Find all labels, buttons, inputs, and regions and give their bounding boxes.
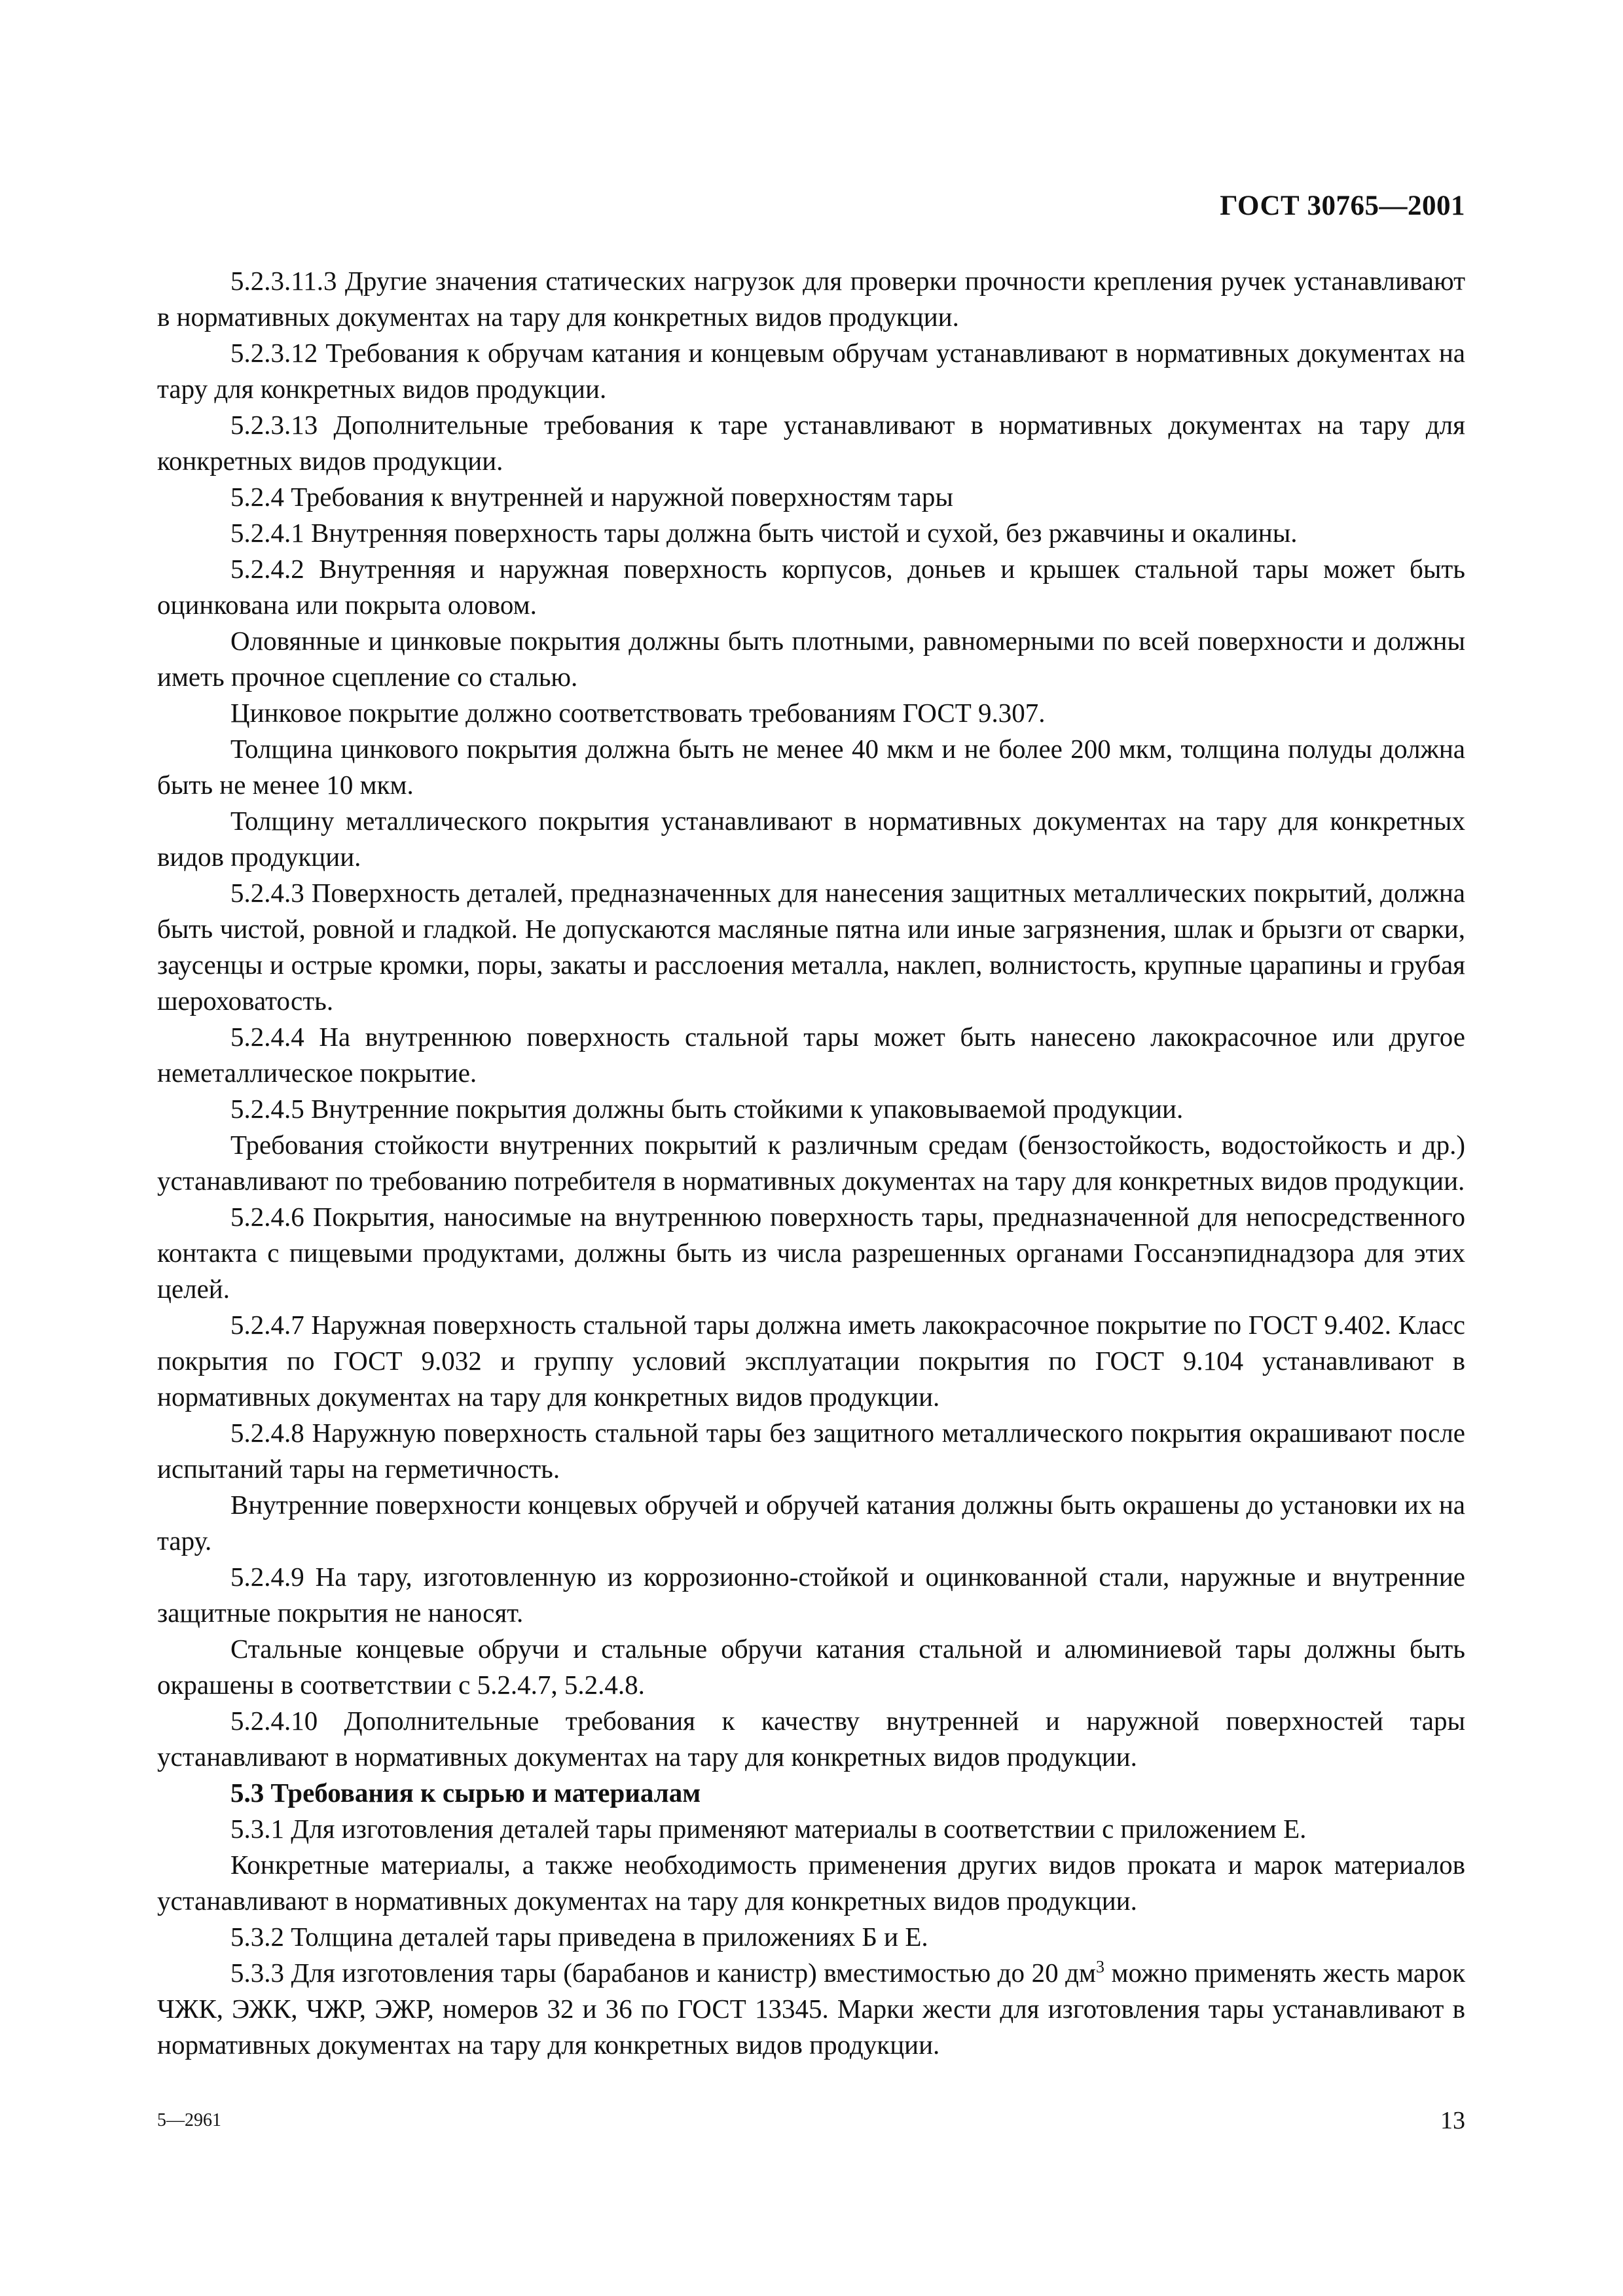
paragraph-5-2-4-8: 5.2.4.8 Наружную поверхность стальной тары без защитного металлического покрытия окрашивают после испытаний тары на герметичность. bbox=[157, 1418, 1465, 1484]
paragraph-5-2-3-11-3: 5.2.3.11.3 Другие значения статических нагрузок для проверки прочности крепления ручек устанавливают в нормативных документах на тару для конкретных видов продукции. bbox=[157, 266, 1465, 332]
paragraph-5-2-4: 5.2.4 Требования к внутренней и наружной поверхностям тары bbox=[230, 482, 953, 512]
paragraph-5-2-4-7: 5.2.4.7 Наружная поверхность стальной тары должна иметь лакокрасочное покрытие по ГОСТ 9.402. Класс покрытия по ГОСТ 9.032 и группу условий эксплуатации покрытия по ГОСТ 9.104 устанавливают в нормативных документах на тару для конкретных видов продукции. bbox=[157, 1310, 1465, 1412]
page-number: 13 bbox=[1440, 2107, 1465, 2134]
paragraph-5-2-4-9: 5.2.4.9 На тару, изготовленную из коррозионно-стойкой и оцинкованной стали, наружные и внутренние защитные покрытия не наносят. bbox=[157, 1562, 1465, 1628]
paragraph-5-2-4-1: 5.2.4.1 Внутренняя поверхность тары должна быть чистой и сухой, без ржавчины и окалины. bbox=[230, 518, 1298, 548]
paragraph-5-3-3-text-start: 5.3.3 Для изготовления тары (барабанов и канистр) вместимостью до 20 дм bbox=[230, 1958, 1096, 1988]
paragraph-5-2-4-3: 5.2.4.3 Поверхность деталей, предназначенных для нанесения защитных металлических покрытий, должна быть чистой, ровной и гладкой. Не допускаются масляные пятна или иные загрязнения, шлак и брызги от сварки, заусенцы и острые кромки, поры, закаты и расслоения металла, наклеп, волнистость, крупные царапины и грубая шероховатость. bbox=[157, 878, 1465, 1016]
paragraph-5-3-2: 5.3.2 Толщина деталей тары приведена в приложениях Б и Е. bbox=[230, 1922, 928, 1952]
paragraph-5-3-3-text-end: можно применять жесть марок ЧЖК, ЭЖК, ЧЖР, ЭЖР, номеров 32 и 36 по ГОСТ 13345. Марки жести для изготовления тары устанавливают в нормативных документах на тару для конкретных видов продукции. bbox=[157, 1958, 1465, 2060]
paragraph-zinc-thickness: Толщина цинкового покрытия должна быть не менее 40 мкм и не более 200 мкм, толщина полуды должна быть не менее 10 мкм. bbox=[157, 734, 1465, 800]
paragraph-5-2-3-12: 5.2.3.12 Требования к обручам катания и концевым обручам устанавливают в нормативных документах на тару для конкретных видов продукции. bbox=[157, 338, 1465, 404]
paragraph-steel-hoops-painting: Стальные концевые обручи и стальные обручи катания стальной и алюминиевой тары должны быть окрашены в соответствии с 5.2.4.7, 5.2.4.8. bbox=[157, 1634, 1465, 1700]
document-body bbox=[157, 263, 1465, 2063]
paragraph-tin-zinc-coatings: Оловянные и цинковые покрытия должны быть плотными, равномерными по всей поверхности и должны иметь прочное сцепление со сталью. bbox=[157, 626, 1465, 692]
paragraph-specific-materials: Конкретные материалы, а также необходимость применения других видов проката и марок материалов устанавливают в нормативных документах на тару для конкретных видов продукции. bbox=[157, 1850, 1465, 1916]
paragraph-5-2-4-5: 5.2.4.5 Внутренние покрытия должны быть стойкими к упаковываемой продукции. bbox=[230, 1094, 1184, 1124]
paragraph-zinc-coating-standard: Цинковое покрытие должно соответствовать требованиям ГОСТ 9.307. bbox=[230, 698, 1046, 728]
paragraph-5-2-3-13: 5.2.3.13 Дополнительные требования к таре устанавливают в нормативных документах на тару для конкретных видов продукции. bbox=[157, 410, 1465, 476]
paragraph-coating-resistance: Требования стойкости внутренних покрытий к различным средам (бензостойкость, водостойкость и др.) устанавливают по требованию потребителя в нормативных документах на тару для конкретных видов продукции. bbox=[157, 1130, 1465, 1196]
paragraph-5-2-4-10: 5.2.4.10 Дополнительные требования к качеству внутренней и наружной поверхностей тары устанавливают в нормативных документах на тару для конкретных видов продукции. bbox=[157, 1706, 1465, 1772]
section-heading-5-3: 5.3 Требования к сырью и материалам bbox=[230, 1778, 701, 1808]
paragraph-5-3-1: 5.3.1 Для изготовления деталей тары применяют материалы в соответствии с приложением Е. bbox=[230, 1814, 1307, 1844]
paragraph-metal-coating-thickness: Толщину металлического покрытия устанавливают в нормативных документах на тару для конкретных видов продукции. bbox=[157, 806, 1465, 872]
paragraph-5-2-4-2: 5.2.4.2 Внутренняя и наружная поверхность корпусов, доньев и крышек стальной тары может быть оцинкована или покрыта оловом. bbox=[157, 554, 1465, 620]
paragraph-5-2-4-6: 5.2.4.6 Покрытия, наносимые на внутреннюю поверхность тары, предназначенной для непосредственного контакта с пищевыми продуктами, должны быть из числа разрешенных органами Госсанэпиднадзора для этих целей. bbox=[157, 1202, 1465, 1304]
document-header: ГОСТ 30765—2001 bbox=[1220, 190, 1465, 221]
superscript-cube: 3 bbox=[1095, 1957, 1104, 1977]
paragraph-5-2-4-4: 5.2.4.4 На внутреннюю поверхность стальной тары может быть нанесено лакокрасочное или другое неметаллическое покрытие. bbox=[157, 1022, 1465, 1088]
paragraph-hoop-painting: Внутренние поверхности концевых обручей и обручей катания должны быть окрашены до установки их на тару. bbox=[157, 1490, 1465, 1556]
paragraph-5-3-3 bbox=[157, 1955, 1465, 2063]
print-code: 5—2961 bbox=[157, 2110, 221, 2130]
